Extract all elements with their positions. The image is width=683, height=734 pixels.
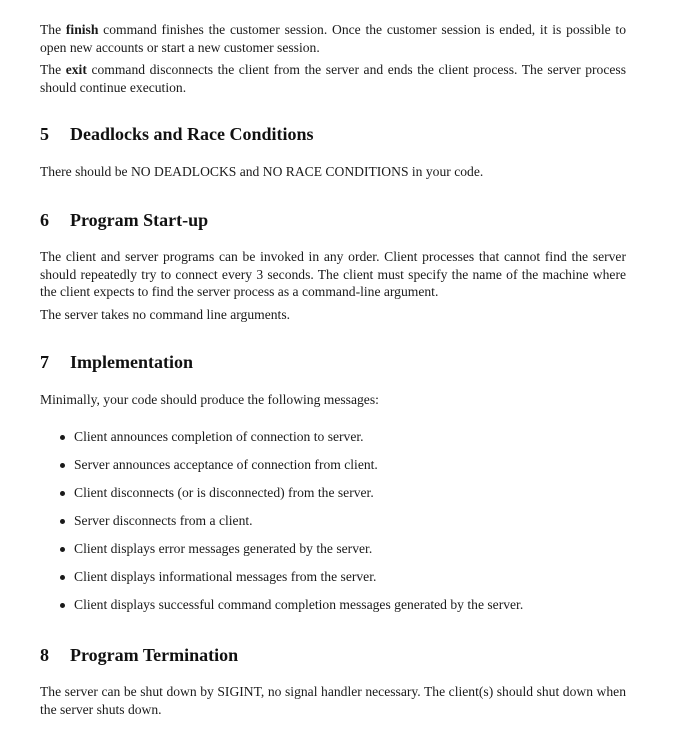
implementation-intro-paragraph: Minimally, your code should produce the following messages:: [40, 392, 379, 407]
section-heading-program-termination: [40, 644, 238, 666]
bullet-icon: [60, 463, 65, 468]
section-number: 6: [40, 210, 49, 230]
list-item-text: Client displays successful command completion messages generated by the server.: [74, 597, 524, 612]
list-item-text: Server disconnects from a client.: [74, 513, 253, 528]
deadlocks-paragraph: There should be NO DEADLOCKS and NO RACE CONDITIONS in your code.: [40, 164, 484, 179]
bullet-icon: [60, 575, 65, 580]
section-title: Implementation: [70, 352, 193, 372]
list-item-text: Client disconnects (or is disconnected) from the server.: [74, 485, 374, 500]
server-args-paragraph: The server takes no command line arguments.: [40, 307, 291, 322]
list-item-text: Server announces acceptance of connection from client.: [74, 457, 378, 472]
section-title: Program Start-up: [70, 210, 209, 230]
bullet-icon: [60, 491, 65, 496]
termination-paragraph: The server can be shut down by SIGINT, no signal handler necessary. The client(s) should shut down when the server shuts down.: [40, 684, 626, 717]
bullet-icon: [60, 547, 65, 552]
section-number: 7: [40, 352, 49, 372]
bullet-icon: [60, 519, 65, 524]
section-number: 8: [40, 645, 49, 665]
finish-post-text: command finishes the customer session. Once the customer session is ended, it is possible to open new accounts or start a new customer session.: [40, 22, 626, 55]
finish-keyword: finish: [65, 22, 99, 37]
list-item: [60, 428, 523, 456]
exit-pre-text: The: [40, 62, 66, 77]
list-item-text: Client announces completion of connection to server.: [74, 429, 364, 444]
bullet-icon: [60, 435, 65, 440]
section-title: Deadlocks and Race Conditions: [70, 124, 314, 144]
list-item-text: Client displays informational messages from the server.: [74, 569, 377, 584]
list-item-text: Client displays error messages generated by the server.: [74, 541, 373, 556]
list-item: [60, 512, 523, 540]
required-messages-list: [60, 428, 523, 624]
list-item: [60, 484, 523, 512]
finish-command-paragraph: [40, 21, 626, 56]
list-item: [60, 568, 523, 596]
section-number: 5: [40, 124, 49, 144]
bullet-icon: [60, 603, 65, 608]
exit-keyword: exit: [65, 62, 87, 77]
startup-paragraph: The client and server programs can be invoked in any order. Client processes that cannot find the server should repeatedly try to connect every 3 seconds. The client must specify the name of the machine where the client expects to find the server process as a command-line argument.: [40, 249, 626, 299]
section-heading-deadlocks: [40, 123, 314, 145]
finish-pre-text: The: [40, 22, 66, 37]
section-heading-implementation: [40, 351, 193, 373]
exit-command-paragraph: [40, 61, 626, 96]
list-item: [60, 456, 523, 484]
section-title: Program Termination: [70, 645, 239, 665]
list-item: [60, 596, 523, 624]
exit-post-text: command disconnects the client from the server and ends the client process. The server process should continue execution.: [40, 62, 626, 95]
section-heading-program-startup: [40, 209, 208, 231]
list-item: [60, 540, 523, 568]
